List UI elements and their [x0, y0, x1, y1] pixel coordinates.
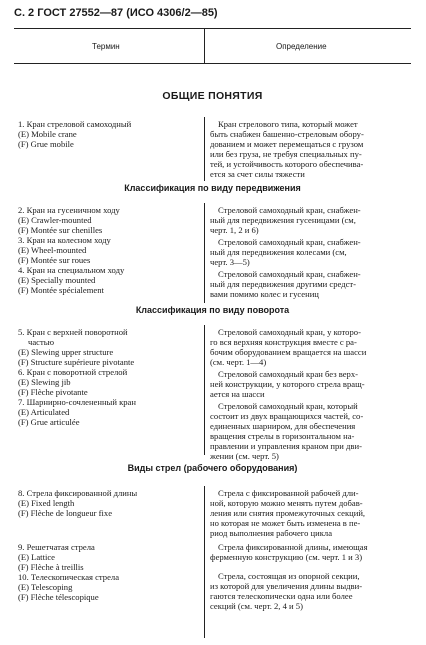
definition-line: вращения стрелы в горизонтальном на- [210, 431, 355, 441]
header-divider [204, 28, 205, 63]
page-header: С. 2 ГОСТ 27552—87 (ИСО 4306/2—85) [14, 7, 218, 19]
term-line: (E) Crawler-mounted [18, 215, 92, 225]
definition-line: Стреловой самоходный кран, у которо- [218, 327, 361, 337]
definition-line: из которой для увеличения длины выдви- [210, 581, 363, 591]
definition-line: черт. 3—5) [210, 257, 250, 267]
term-line: (E) Lattice [18, 552, 55, 562]
term-line: (E) Slewing jib [18, 377, 71, 387]
definition-line: ный для передвижения колесами (см, [210, 247, 347, 257]
term-line: 6. Кран с поворотной стрелой [18, 367, 128, 377]
definition-line: бочим оборудованием вращается на шасси [210, 347, 367, 357]
term-line: (F) Montée spécialement [18, 285, 104, 295]
term-line: 7. Шарнирно-сочлененный кран [18, 397, 136, 407]
definition-line: ной, которую можно менять путем добав- [210, 498, 363, 508]
definition-line: но которая не может быть изменена в пе- [210, 518, 361, 528]
term-line: (F) Flèche pivotante [18, 387, 88, 397]
term-line: 10. Телескопическая стрела [18, 572, 120, 582]
term-line: (F) Flèche de longueur fixe [18, 508, 113, 518]
definition-entry-3 [210, 237, 407, 267]
definition-line: состоит из двух вращающихся частей, со- [210, 411, 364, 421]
term-line: 4. Кран на специальном ходу [18, 265, 125, 275]
term-line: (E) Specially mounted [18, 275, 96, 285]
column-divider [204, 117, 205, 181]
definition-line: ней конструкции, у которого стрела вращ- [210, 379, 365, 389]
term-line: 3. Кран на колесном ходу [18, 235, 111, 245]
definition-line: Стреловой самоходный кран, снабжен- [218, 205, 361, 215]
term-entry-8 [18, 488, 137, 518]
term-line: 2. Кран на гусеничном ходу [18, 205, 120, 215]
definition-line: ется за счет силы тяжести [210, 169, 305, 179]
definition-line: или без груза, не требуя специальных пу- [210, 149, 362, 159]
definition-line: единенных шарниром, для обеспечения [210, 421, 356, 431]
definition-entry-4 [210, 269, 407, 299]
term-line: (E) Telescoping [18, 582, 73, 592]
definition-line: быть снабжен башенно-стреловым обору- [210, 129, 364, 139]
term-line: (E) Mobile crane [18, 129, 77, 139]
definition-line: ный для передвижения гусеницами (см, [210, 215, 356, 225]
term-entries-2-4 [18, 205, 124, 295]
term-line: 5. Кран с верхней поворотной [18, 327, 128, 337]
definition-line: ный для передвижения другими средст- [210, 279, 357, 289]
definition-line: ается на шасси [210, 389, 265, 399]
definition-line: Кран стрелового типа, который может [218, 119, 358, 129]
table-top-rule [14, 28, 411, 29]
definition-line: (см. черт. 1—4) [210, 357, 267, 367]
term-line: (E) Articulated [18, 407, 70, 417]
definition-line: жении (см. черт. 5) [210, 451, 279, 461]
term-line: (F) Montée sur roues [18, 255, 91, 265]
term-line: (F) Grue articulée [18, 417, 80, 427]
definition-line: гаются телескопически одна или более [210, 591, 353, 601]
definition-line: черт. 1, 2 и 6) [210, 225, 259, 235]
term-line: частью [28, 337, 55, 347]
definition-line: Стрела, состоящая из опорной секции, [218, 571, 360, 581]
terms-table [14, 28, 411, 638]
term-line: (F) Montée sur chenilles [18, 225, 103, 235]
term-entries-5-7 [18, 327, 136, 427]
column-divider [204, 486, 205, 638]
term-line: (F) Flèche à treillis [18, 562, 84, 572]
definition-line: Стрела фиксированной длины, имеющая [218, 542, 368, 552]
table-header-rule [14, 63, 411, 64]
definition-line: Стреловой самоходный кран, который [218, 401, 358, 411]
term-line: (F) Flèche télescopique [18, 592, 99, 602]
definition-entry-1 [210, 119, 407, 179]
definition-line: ления или снятия промежуточных секций, [210, 508, 366, 518]
definition-line: тей, и устойчивость которого обеспечива- [210, 159, 364, 169]
term-line: (E) Wheel-mounted [18, 245, 87, 255]
definition-entry-9 [210, 542, 407, 562]
definition-line: вами помимо колес и гусениц [210, 289, 319, 299]
definition-line: Стреловой самоходный кран, снабжен- [218, 269, 361, 279]
term-line: 8. Стрела фиксированной длины [18, 488, 138, 498]
definition-line: риод выполнения рабочего цикла [210, 528, 333, 538]
term-line: (E) Slewing upper structure [18, 347, 114, 357]
definition-entry-8 [210, 488, 407, 538]
definition-entry-5 [210, 327, 407, 367]
definition-entry-7 [210, 401, 407, 461]
definition-line: дованием и может перемещаться с грузом [210, 139, 364, 149]
column-divider [204, 325, 205, 455]
definition-line: ферменную конструкцию (см. черт. 1 и 3) [210, 552, 363, 562]
definition-entry-2 [210, 205, 407, 235]
definition-entry-6 [210, 369, 407, 399]
section-heading-booms: Виды стрел (рабочего оборудования) [127, 463, 298, 473]
term-line: (F) Structure supérieure pivotante [18, 357, 135, 367]
column-divider [204, 203, 205, 303]
definition-line: Стреловой самоходный кран, снабжен- [218, 237, 361, 247]
definition-line: Стрела с фиксированной рабочей дли- [218, 488, 359, 498]
definition-line: Стреловой самоходный кран без верх- [218, 369, 359, 379]
definition-line: правлении и управления краном при дви- [210, 441, 362, 451]
section-heading-movement: Классификация по виду передвижения [124, 183, 301, 193]
definition-entry-10 [210, 571, 407, 611]
term-entry-1 [18, 119, 131, 149]
term-entries-9-10 [18, 542, 119, 602]
section-heading-rotation: Классификация по виду поворота [135, 305, 290, 315]
definition-line: секций (см. черт. 2, 4 и 5) [210, 601, 303, 611]
term-line: (F) Grue mobile [18, 139, 74, 149]
term-line: (E) Fixed length [18, 498, 75, 508]
term-line: 9. Решетчатая стрела [18, 542, 95, 552]
section-heading-general: ОБЩИЕ ПОНЯТИЯ [162, 90, 263, 102]
definition-line: го вся верхняя конструкция вместе с ра- [210, 337, 357, 347]
column-header-term: Термин [92, 42, 120, 51]
column-header-definition: Определение [276, 42, 327, 51]
term-line: 1. Кран стреловой самоходный [18, 119, 132, 129]
